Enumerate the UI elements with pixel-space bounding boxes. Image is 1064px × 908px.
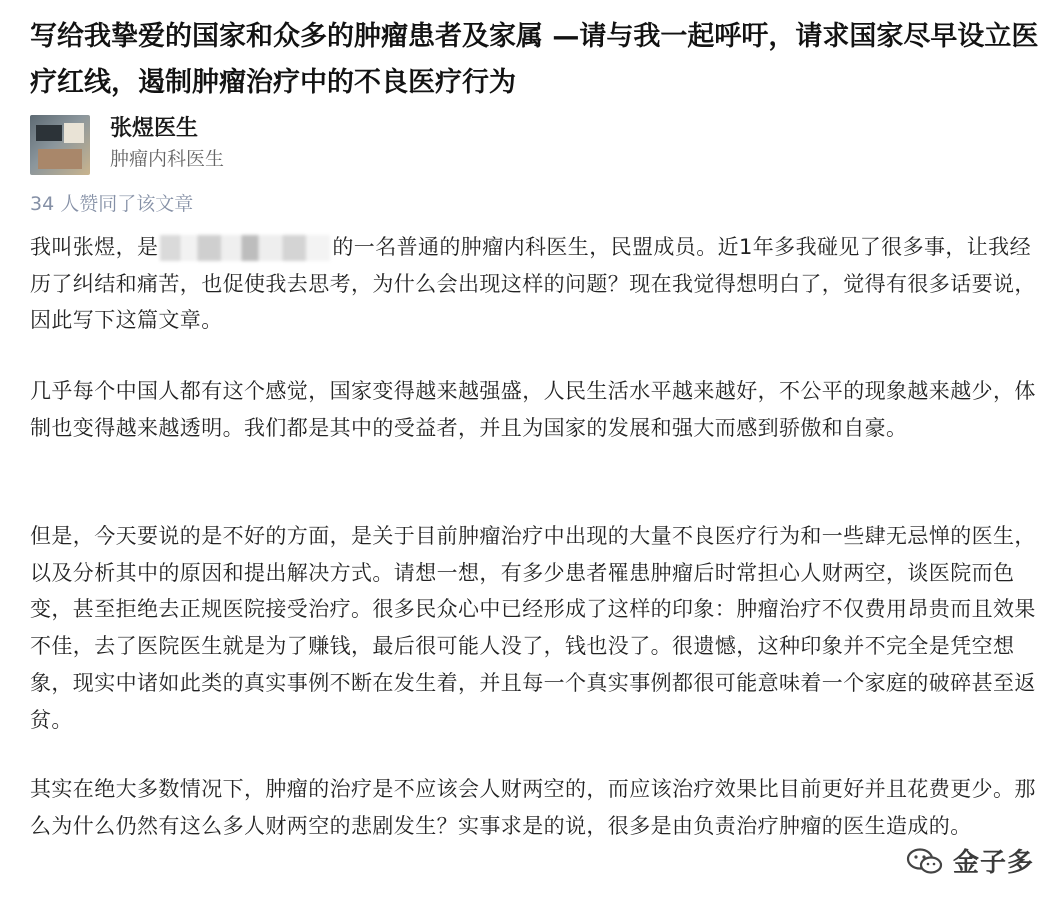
author-name[interactable]: 张煜医生 [110, 116, 199, 141]
paragraph-1 [30, 229, 1042, 339]
likes-count[interactable]: 34 人赞同了该文章 [30, 193, 194, 215]
article-title: 写给我挚爱的国家和众多的肿瘤患者及家属 —请与我一起呼吁，请求国家尽早设立医疗红线，遏制肿瘤治疗中的不良医疗行为 [30, 21, 1039, 98]
redacted-blur [160, 235, 330, 261]
watermark-text: 金子多 [952, 848, 1034, 878]
avatar[interactable] [30, 115, 90, 175]
paragraph-4: 其实在绝大多数情况下，肿瘤的治疗是不应该会人财两空的，而应该治疗效果比目前更好并且花费更少。那么为什么仍然有这么多人财两空的悲剧发生？实事求是的说，很多是由负责治疗肿瘤的医生造成的。 [30, 777, 1036, 838]
paragraph-2: 几乎每个中国人都有这个感觉，国家变得越来越强盛，人民生活水平越来越好，不公平的现象越来越少，体制也变得越来越透明。我们都是其中的受益者，并且为国家的发展和强大而感到骄傲和自豪。 [30, 379, 1036, 440]
paragraph-1-start: 我叫张煜，是 [30, 235, 159, 259]
paragraph-1-rest: 的一名普通的肿瘤内科医生，民盟成员。近1年多我碰见了很多事，让我经历了纠结和痛苦，也促使我去思考，为什么会出现这样的问题？现在我觉得想明白了，觉得有很多话要说，因此写下这篇文章。 [30, 235, 1036, 333]
wechat-icon [905, 846, 945, 876]
paragraph-3: 但是，今天要说的是不好的方面，是关于目前肿瘤治疗中出现的大量不良医疗行为和一些肆无忌惮的医生，以及分析其中的原因和提出解决方式。请想一想，有多少患者罹患肿瘤后时常担心人财两空，谈医院而色变，甚至拒绝去正规医院接受治疗。很多民众心中已经形成了这样的印象：肿瘤治疗不仅费用昂贵而且效果不佳，去了医院医生就是为了赚钱，最后很可能人没了，钱也没了。很遗憾，这种印象并不完全是凭空想象，现实中诸如此类的真实事例不断在发生着，并且每一个真实事例都很可能意味着一个家庭的破碎甚至返贫。 [30, 524, 1036, 732]
author-title: 肿瘤内科医生 [110, 148, 225, 170]
watermark [905, 842, 1034, 879]
